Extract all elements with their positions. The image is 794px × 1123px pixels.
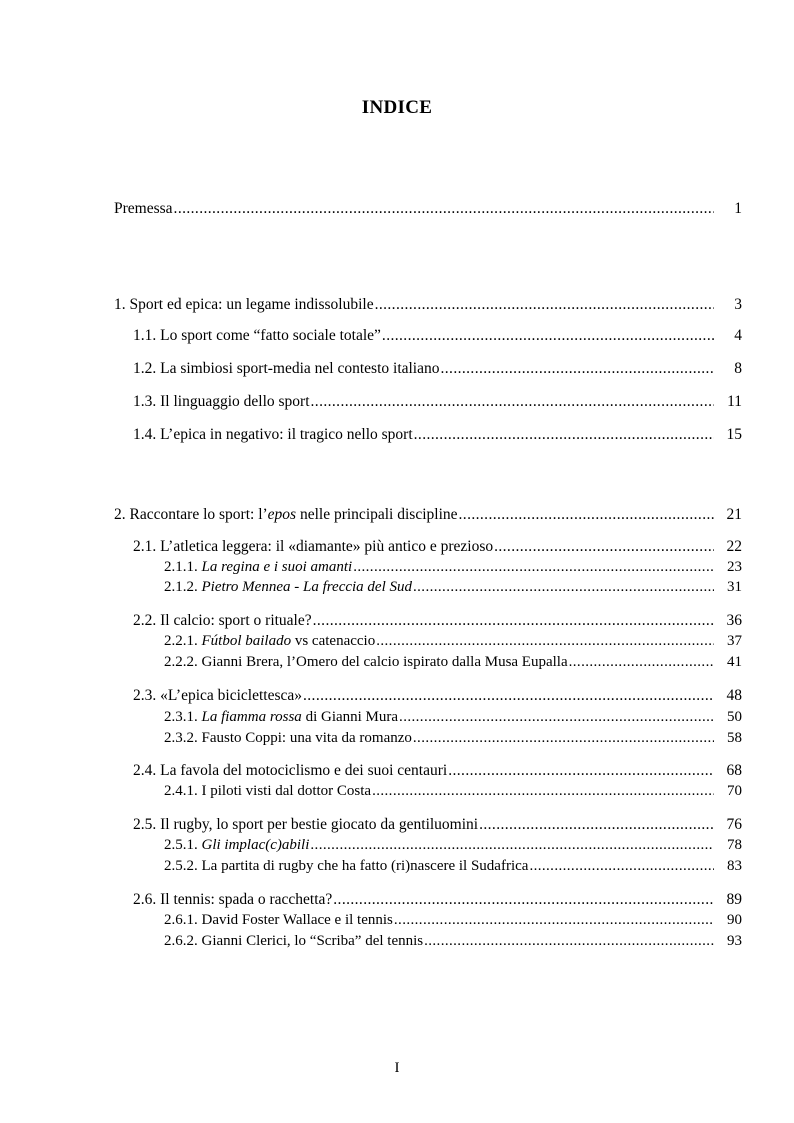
toc-page: 37 — [727, 633, 742, 649]
toc-label-italic: Fútbol bailado — [201, 633, 292, 649]
toc-entry-2-1-2[interactable] — [164, 578, 742, 596]
toc-entry-2-5-1[interactable] — [164, 836, 742, 854]
toc-page: 68 — [726, 762, 742, 779]
toc-page: 3 — [734, 296, 742, 313]
toc-page: 83 — [727, 858, 742, 874]
toc-entry-2-3[interactable] — [133, 686, 742, 706]
dot-leader — [311, 392, 714, 412]
toc-page: 1 — [734, 200, 742, 217]
toc-page: 89 — [726, 891, 742, 908]
toc-entry-1-1[interactable] — [133, 326, 742, 346]
dot-leader — [353, 558, 714, 576]
toc-label-pre: 2. Raccontare lo sport: l’ — [114, 506, 268, 523]
toc-label: 2.3.2. Fausto Coppi: una vita da romanzo — [164, 730, 412, 746]
dot-leader — [413, 729, 714, 747]
toc-label-num: 2.5.1. — [164, 837, 202, 853]
toc-label — [164, 558, 352, 576]
toc-label-num: 2.1.1. — [164, 559, 202, 575]
toc-page: 78 — [727, 837, 742, 853]
toc-entry-2-2-2[interactable] — [164, 653, 742, 671]
toc-label: 2.4.1. I piloti visti dal dottor Costa — [164, 783, 372, 799]
toc-label-num: 2.1.2. — [164, 579, 202, 595]
dot-leader — [479, 815, 714, 835]
page-number: I — [394, 1060, 400, 1076]
toc-label: 1.4. L’epica in negativo: il tragico nello sport — [133, 426, 413, 443]
toc-label-num: 2.2.1. — [164, 633, 202, 649]
toc-label: 2.6.1. David Foster Wallace e il tennis — [164, 912, 393, 928]
toc-label — [164, 708, 398, 726]
toc-entry-2-2[interactable] — [133, 611, 742, 631]
dot-leader — [372, 782, 714, 800]
dot-leader — [414, 425, 714, 445]
dot-leader — [448, 761, 714, 781]
page-title: INDICE — [361, 97, 433, 118]
toc-page: 23 — [727, 559, 742, 575]
toc-entry-2-5[interactable] — [133, 815, 742, 835]
dot-leader — [375, 295, 714, 315]
dot-leader — [424, 932, 714, 950]
toc-entry-2-3-2[interactable] — [164, 729, 742, 747]
dot-leader — [303, 686, 714, 706]
toc-page: 4 — [734, 327, 742, 344]
dot-leader — [174, 199, 714, 219]
toc-entry-2-1-1[interactable] — [164, 558, 742, 576]
toc-label: 2.3. «L’epica biciclettesca» — [133, 687, 302, 704]
toc-label — [114, 505, 458, 525]
dot-leader — [569, 653, 714, 671]
toc-entry-1-3[interactable] — [133, 392, 742, 412]
toc-entry-ch2[interactable] — [114, 505, 742, 525]
toc-page: 8 — [734, 360, 742, 377]
toc-page: 90 — [727, 912, 742, 928]
dot-leader — [310, 836, 714, 854]
toc-label: 2.6. Il tennis: spada o racchetta? — [133, 891, 333, 908]
toc-page: 22 — [726, 538, 742, 555]
toc-label: 2.1. L’atletica leggera: il «diamante» più antico e prezioso — [133, 538, 494, 555]
toc-page: 70 — [727, 783, 742, 799]
dot-leader — [394, 911, 714, 929]
toc-label: 2.6.2. Gianni Clerici, lo “Scriba” del tennis — [164, 933, 424, 949]
toc-label-post: nelle principali discipline — [296, 506, 458, 523]
toc-page: 21 — [726, 506, 742, 523]
toc-label: 1.3. Il linguaggio dello sport — [133, 393, 310, 410]
toc-entry-2-4[interactable] — [133, 761, 742, 781]
toc-label: 2.4. La favola del motociclismo e dei suoi centauri — [133, 762, 448, 779]
toc-label-italic: Pietro Mennea - La freccia del Sud — [201, 579, 412, 595]
toc-entry-2-3-1[interactable] — [164, 708, 742, 726]
toc-entry-premessa[interactable] — [114, 199, 742, 219]
toc-label-post: di Gianni Mura — [301, 709, 399, 725]
toc-label: 2.5. Il rugby, lo sport per bestie giocato da gentiluomini — [133, 816, 479, 833]
toc-label-italic: La fiamma rossa — [201, 709, 302, 725]
toc-entry-2-6-2[interactable] — [164, 932, 742, 950]
toc-label: 2.5.2. La partita di rugby che ha fatto (ri)nascere il Sudafrica — [164, 858, 529, 874]
toc-label — [164, 836, 309, 854]
toc-page: 58 — [727, 730, 742, 746]
toc-label — [164, 578, 412, 596]
dot-leader — [382, 326, 714, 346]
toc-label: 1.1. Lo sport come “fatto sociale totale” — [133, 327, 381, 344]
toc-entry-2-6-1[interactable] — [164, 911, 742, 929]
toc-entry-1-2[interactable] — [133, 359, 742, 379]
toc-entry-2-5-2[interactable] — [164, 857, 742, 875]
toc-label-italic: epos — [267, 506, 297, 523]
toc-page: 15 — [726, 426, 742, 443]
toc-entry-2-2-1[interactable] — [164, 632, 742, 650]
toc-page: 50 — [727, 709, 742, 725]
toc-entry-1-4[interactable] — [133, 425, 742, 445]
dot-leader — [413, 578, 714, 596]
toc-entry-2-4-1[interactable] — [164, 782, 742, 800]
toc-entry-ch1[interactable] — [114, 295, 742, 315]
toc-label-italic: Gli implac(c)abili — [201, 837, 310, 853]
toc-page: 93 — [727, 933, 742, 949]
dot-leader — [494, 537, 714, 557]
dot-leader — [529, 857, 714, 875]
toc-label-num: 2.3.1. — [164, 709, 202, 725]
toc-label: 1.2. La simbiosi sport-media nel contesto italiano — [133, 360, 440, 377]
dot-leader — [459, 505, 714, 525]
toc-label: Premessa — [114, 200, 173, 217]
toc-entry-2-1[interactable] — [133, 537, 742, 557]
toc-entry-2-6[interactable] — [133, 890, 742, 910]
dot-leader — [399, 708, 714, 726]
dot-leader — [313, 611, 714, 631]
dot-leader — [441, 359, 715, 379]
toc-label-italic: La regina e i suoi amanti — [201, 559, 353, 575]
toc-label: 1. Sport ed epica: un legame indissolubile — [114, 296, 374, 313]
toc-page: 48 — [726, 687, 742, 704]
toc-page: 36 — [726, 612, 742, 629]
toc-page: 11 — [727, 393, 742, 410]
dot-leader — [376, 632, 714, 650]
toc-label-post: vs catenaccio — [291, 633, 376, 649]
toc-label: 2.2.2. Gianni Brera, l’Omero del calcio ispirato dalla Musa Eupalla — [164, 654, 568, 670]
toc-label — [164, 632, 375, 650]
toc-page: 31 — [727, 579, 742, 595]
toc-page: 76 — [726, 816, 742, 833]
dot-leader — [333, 890, 714, 910]
toc-label: 2.2. Il calcio: sport o rituale? — [133, 612, 312, 629]
toc-page: 41 — [727, 654, 742, 670]
